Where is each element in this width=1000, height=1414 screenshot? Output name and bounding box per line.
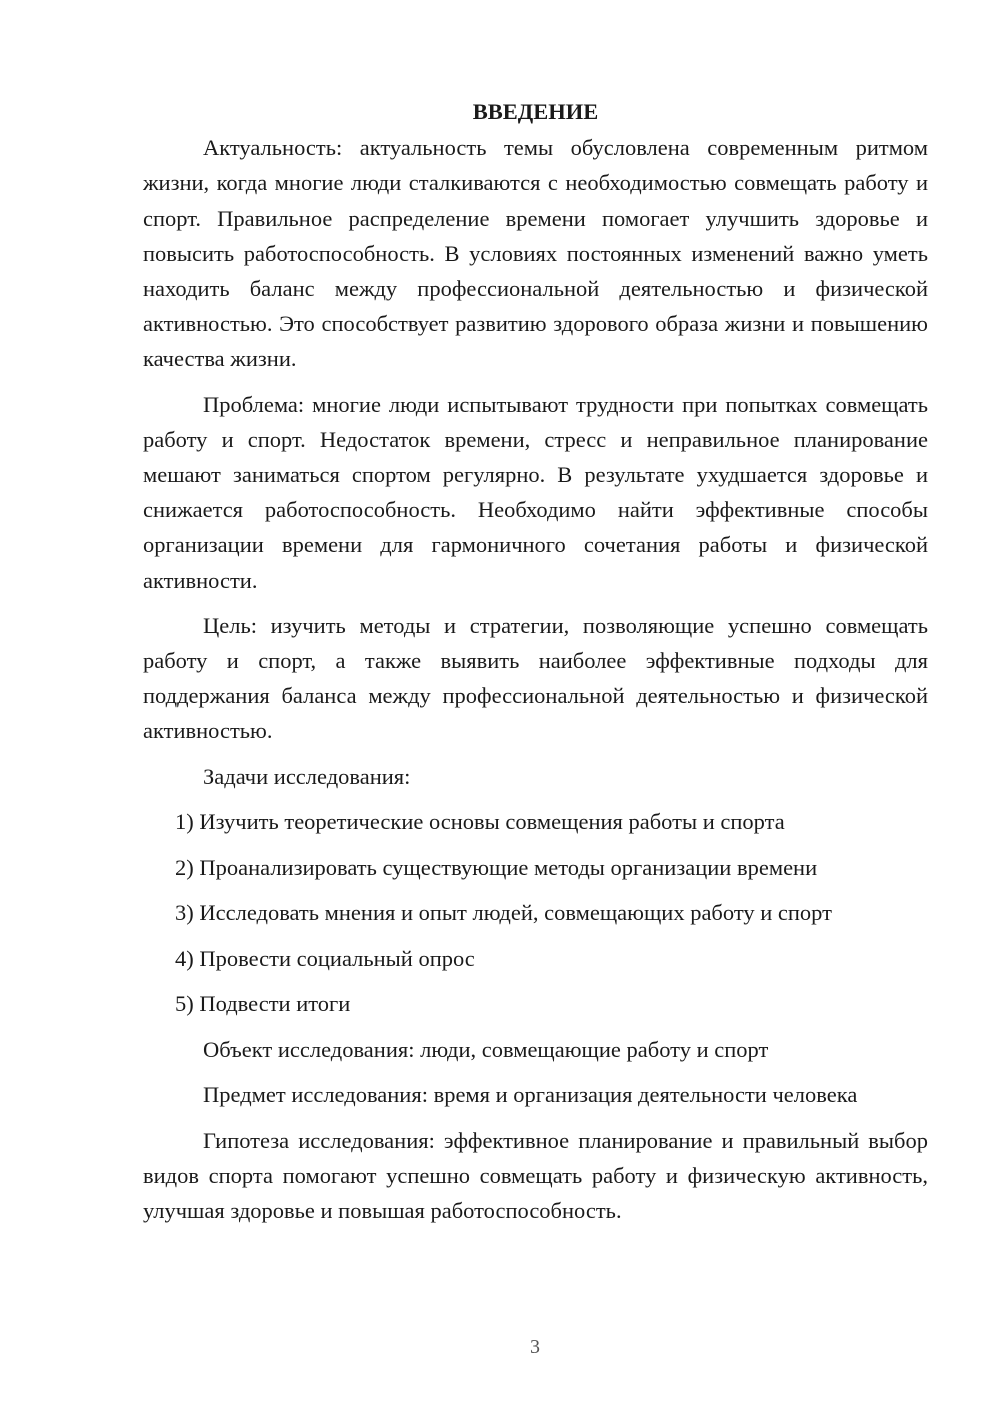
- section-title: ВВЕДЕНИЕ: [472, 99, 599, 124]
- research-subject: Предмет исследования: время и организация деятельности человека: [203, 1082, 858, 1108]
- goal-paragraph: Цель: изучить методы и стратегии, позволяющие успешно совмещать работу и спорт, а также выявить наиболее эффективные подходы для поддержания баланса между профессиональной деятельностью и физической активностью.: [143, 612, 928, 744]
- page-number: 3: [530, 1336, 540, 1358]
- document-body: [143, 94, 928, 1238]
- relevance-paragraph: Актуальность: актуальность темы обусловлена современным ритмом жизни, когда многие люди сталкиваются с необходимостью совмещать работу и спорт. Правильное распределение времени помогает улучшить здоровье и повысить работоспособность. В условиях постоянных изменений важно уметь находить баланс между профессиональной деятельностью и физической активностью. Это способствует развитию здорового образа жизни и повышению качества жизни.: [143, 135, 928, 372]
- hypothesis-paragraph: Гипотеза исследования: эффективное планирование и правильный выбор видов спорта помогают успешно совмещать работу и физическую активность, улучшая здоровье и повышая работоспособность.: [143, 1127, 928, 1224]
- tasks-heading: Задачи исследования:: [203, 763, 411, 789]
- task-item-2: 2) Проанализировать существующие методы организации времени: [175, 854, 818, 880]
- task-item-3: 3) Исследовать мнения и опыт людей, совмещающих работу и спорт: [175, 900, 832, 926]
- task-item-1: 1) Изучить теоретические основы совмещения работы и спорта: [175, 809, 785, 835]
- research-object: Объект исследования: люди, совмещающие работу и спорт: [203, 1036, 769, 1062]
- problem-paragraph: Проблема: многие люди испытывают трудности при попытках совмещать работу и спорт. Недостаток времени, стресс и неправильное планирование мешают заниматься спортом регулярно. В результате ухудшается здоровье и снижается работоспособность. Необходимо найти эффективные способы организации времени для гармоничного сочетания работы и физической активности.: [143, 391, 928, 593]
- task-item-5: 5) Подвести итоги: [175, 991, 351, 1017]
- task-item-4: 4) Провести социальный опрос: [175, 945, 475, 971]
